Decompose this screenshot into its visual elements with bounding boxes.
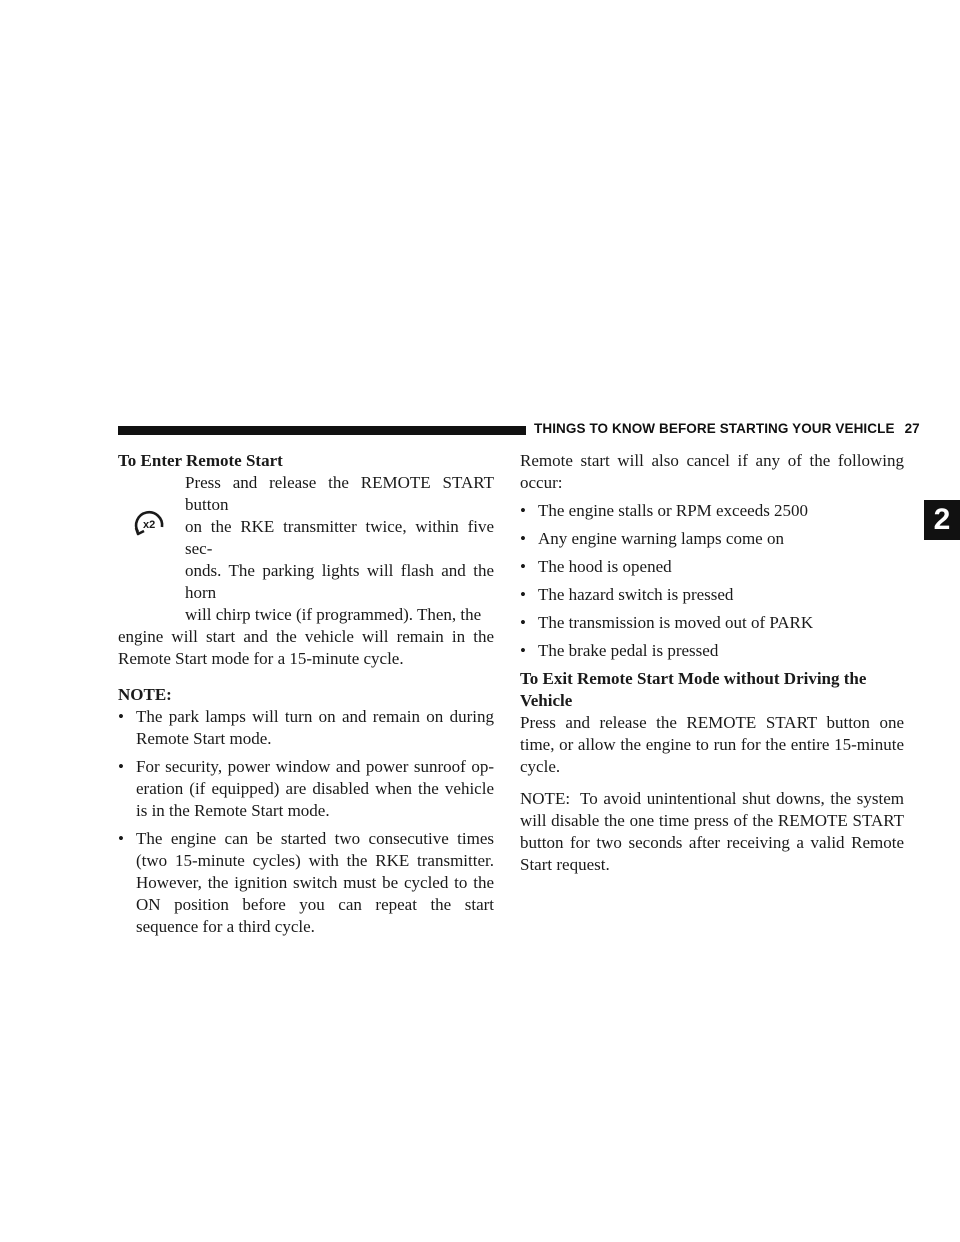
cancel-bullet: • The hazard switch is pressed — [520, 584, 904, 606]
cancel-bullet: • Any engine warning lamps come on — [520, 528, 904, 550]
header-title: THINGS TO KNOW BEFORE STARTING YOUR VEHICLE — [534, 421, 895, 436]
note-label: NOTE: — [118, 685, 172, 704]
icon-label: x2 — [143, 519, 156, 531]
intro-line: Press and release the REMOTE START button — [185, 473, 494, 514]
note-bullet: • For security, power window and power sunroof op-eration (if equipped) are disabled when the vehicle is in the Remote Start mode. — [118, 756, 494, 822]
note-label: NOTE: — [520, 789, 571, 808]
note-text: To avoid unintentional shut downs, the system will disable the one time press of the REMOTE START button for two seconds after receiving a valid Remote Start request. — [520, 789, 904, 874]
remote-start-x2-icon — [132, 508, 170, 538]
page-number: 27 — [904, 421, 920, 436]
note-bullet: • The engine can be started two consecutive times (two 15-minute cycles) with the RKE transmitter. However, the ignition switch must be cycled to the ON position before you can repeat the start sequence for a third cycle. — [118, 828, 494, 938]
cancel-bullet: • The engine stalls or RPM exceeds 2500 — [520, 500, 904, 522]
right-column — [520, 450, 904, 876]
intro-line: will chirp twice (if programmed). Then, the — [185, 605, 482, 624]
intro-continuation: engine will start and the vehicle will remain in the Remote Start mode for a 15-minute cycle. — [118, 627, 494, 668]
note-bullet: • The park lamps will turn on and remain on during Remote Start mode. — [118, 706, 494, 750]
cancel-bullet: • The transmission is moved out of PARK — [520, 612, 904, 634]
chapter-tab: 2 — [924, 500, 960, 540]
header-rule — [118, 426, 526, 435]
left-column — [118, 450, 494, 944]
cancel-bullet: • The brake pedal is pressed — [520, 640, 904, 662]
enter-remote-start-heading: To Enter Remote Start — [118, 451, 283, 470]
intro-line: on the RKE transmitter twice, within five sec- — [185, 517, 494, 558]
intro-block — [118, 472, 494, 626]
intro-line: onds. The parking lights will flash and the horn — [185, 561, 494, 602]
running-header — [534, 421, 920, 436]
cancel-intro: Remote start will also cancel if any of the following occur: — [520, 451, 904, 492]
cancel-bullet: • The hood is opened — [520, 556, 904, 578]
note-paragraph — [520, 788, 904, 876]
exit-remote-start-heading: To Exit Remote Start Mode without Driving the Vehicle — [520, 669, 867, 710]
exit-text: Press and release the REMOTE START button one time, or allow the engine to run for the entire 15-minute cycle. — [520, 713, 904, 776]
